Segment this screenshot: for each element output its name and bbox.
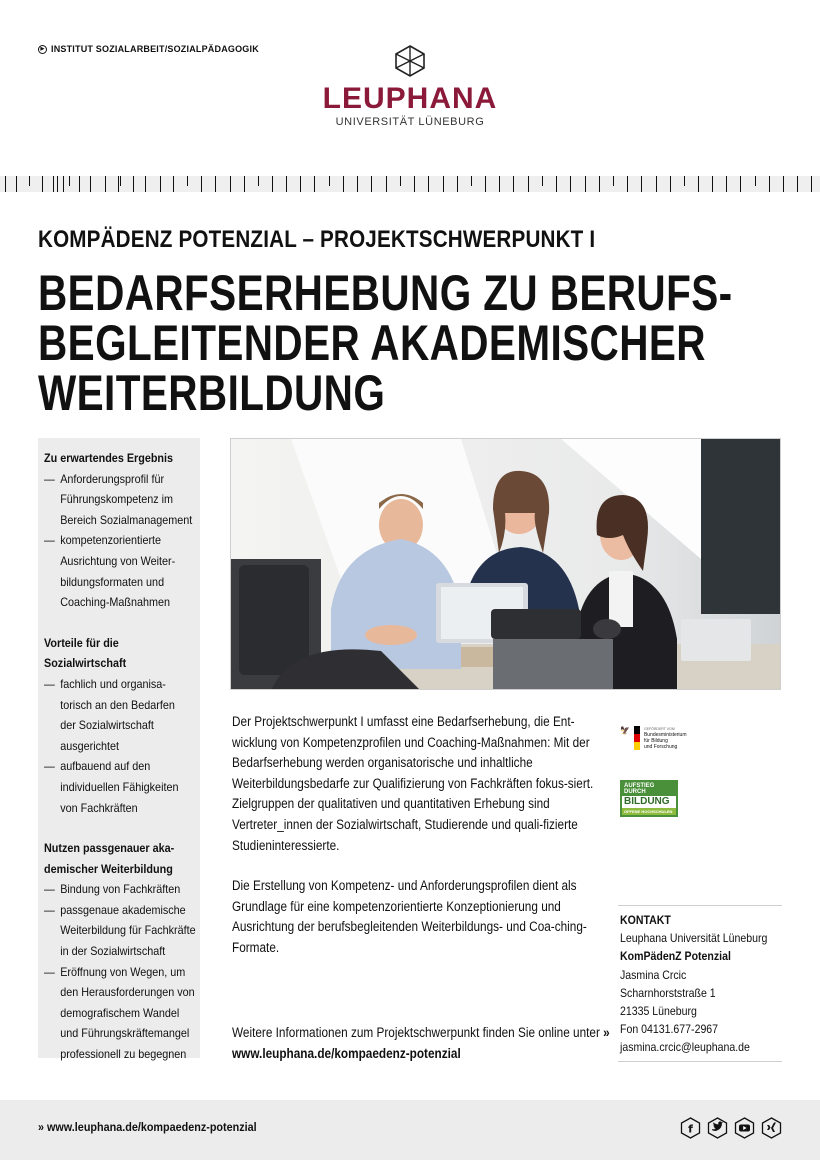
footer-bar — [0, 1100, 820, 1160]
sidebar-section-title: Zu erwartendes Ergebnis — [44, 451, 174, 465]
dash-bullet: — — [44, 964, 55, 979]
barcode-line — [400, 176, 401, 186]
sidebar-list-item — [44, 510, 202, 531]
bmbf-line-3: und Forschung — [643, 744, 678, 750]
barcode-line — [556, 176, 557, 192]
sidebar-list-item — [44, 551, 202, 572]
barcode-line — [414, 176, 415, 192]
sidebar-item-text: Anforderungsprofil für — [60, 471, 165, 486]
sidebar-list-item — [44, 756, 202, 777]
sidebar-item-text: Bindung von Fachkräften — [60, 882, 181, 897]
barcode-line — [684, 176, 685, 186]
sidebar-item-text: Eröffnung von Wegen, um — [60, 964, 186, 979]
barcode-line — [740, 176, 741, 192]
sidebar-item-text: individuellen Fähigkeiten — [60, 779, 179, 794]
logo-wordmark: LEUPHANA — [322, 82, 498, 115]
barcode-line — [258, 176, 259, 186]
sidebar-list-item — [44, 879, 202, 900]
dash-bullet — [44, 941, 60, 962]
bmbf-line-2: für Bildung — [643, 738, 668, 744]
dash-bullet — [44, 715, 60, 736]
sidebar-section — [44, 838, 202, 1065]
barcode-line — [769, 176, 770, 192]
german-flag-icon — [634, 726, 640, 750]
dash-bullet: — — [44, 533, 55, 548]
institute-label — [38, 44, 259, 54]
barcode-line — [656, 176, 657, 192]
more-info-link[interactable]: » www.leuphana.de/kompaedenz-potenzial — [232, 1025, 610, 1061]
sidebar-item-text: kompetenzorientierte — [60, 533, 162, 548]
barcode-line — [428, 176, 429, 192]
sidebar-list-item — [44, 572, 202, 593]
dash-bullet — [44, 920, 60, 941]
sidebar-list-item — [44, 469, 202, 490]
sidebar-list-item — [44, 777, 202, 798]
sidebar-list-item — [44, 920, 202, 941]
more-info-text: Weitere Informationen zum Projektschwerpunkt finden Sie online unter — [232, 1025, 600, 1040]
barcode-line — [698, 176, 699, 192]
barcode-line — [187, 176, 188, 186]
barcode-line — [755, 176, 756, 186]
sidebar-section — [44, 633, 202, 818]
page-title — [38, 265, 767, 421]
twitter-icon[interactable] — [707, 1117, 728, 1139]
sidebar-list-item — [44, 674, 202, 695]
contact-org: Leuphana Universität Lüneburg — [620, 931, 768, 946]
arrow-circle-icon: ▶ — [38, 45, 47, 54]
sidebar-section-title: Vorteile für die Sozialwirtschaft — [44, 635, 127, 671]
sidebar-list-item — [44, 715, 202, 736]
dash-bullet: — — [44, 882, 55, 897]
sidebar-list-item — [44, 941, 202, 962]
dash-bullet: — — [44, 759, 55, 774]
barcode-line — [585, 176, 586, 192]
barcode-line — [173, 176, 174, 192]
dash-bullet — [44, 592, 60, 613]
sidebar-item-text: den Herausforderungen von — [60, 985, 195, 1000]
logo-subtitle: UNIVERSITÄT LÜNEBURG — [335, 116, 485, 128]
barcode-line — [57, 176, 58, 192]
leuphana-logo[interactable] — [280, 44, 540, 128]
sidebar-item-text: von Fachkräften — [60, 800, 138, 815]
barcode-line — [314, 176, 315, 192]
sidebar-item-text: der Sozialwirtschaft — [60, 718, 154, 733]
body-paragraph-2: Die Erstellung von Kompetenz- und Anforderungsprofilen dient als Grundlage für eine kompetenzorientierte Konzeptionierung und Ausrichtung der berufsbegleitenden Weiterbildungs- und Coa-ching-Formate. — [232, 878, 587, 955]
sidebar-list-item — [44, 982, 202, 1003]
barcode-line — [16, 176, 17, 192]
barcode-line — [120, 176, 121, 186]
dash-bullet — [44, 736, 60, 757]
sidebar-item-text: Weiterbildung für Fachkräfte — [60, 923, 196, 938]
dash-bullet — [44, 489, 60, 510]
aufstieg-main-text: BILDUNG — [624, 796, 670, 807]
barcode-line — [613, 176, 614, 186]
funder-logos — [620, 716, 780, 817]
footer-link[interactable]: » www.leuphana.de/kompaedenz-potenzial — [38, 1120, 257, 1134]
barcode-line — [272, 176, 273, 192]
barcode-line — [386, 176, 387, 192]
eagle-icon: 🦅 — [620, 726, 630, 735]
barcode-line — [371, 176, 372, 192]
contact-email[interactable]: jasmina.crcic@leuphana.de — [620, 1040, 750, 1055]
barcode-line — [797, 176, 798, 192]
sidebar-item-text: in der Sozialwirtschaft — [60, 944, 166, 959]
body-text — [232, 712, 612, 979]
dash-bullet — [44, 982, 60, 1003]
sidebar-list-item — [44, 1003, 202, 1024]
sidebar-item-text: fachlich und organisa- — [60, 676, 166, 691]
barcode-line — [627, 176, 628, 192]
barcode-line — [485, 176, 486, 192]
barcode-line — [783, 176, 784, 192]
barcode-divider — [0, 176, 820, 192]
barcode-line — [443, 176, 444, 192]
barcode-line — [201, 176, 202, 192]
sidebar-item-text: professionell zu begegnen — [60, 1047, 187, 1062]
barcode-line — [160, 176, 161, 192]
sidebar-list-item — [44, 489, 202, 510]
team-photo — [230, 438, 781, 690]
more-info — [232, 1022, 612, 1064]
sidebar-item-text: Coaching-Maßnahmen — [60, 595, 171, 610]
sidebar-item-text: aufbauend auf den — [60, 759, 151, 774]
barcode-line — [215, 176, 216, 192]
sidebar-list-item — [44, 962, 202, 983]
barcode-line — [811, 176, 812, 192]
barcode-line — [29, 176, 30, 186]
barcode-line — [79, 176, 80, 192]
sidebar-list-item — [44, 1044, 202, 1065]
barcode-line — [343, 176, 344, 192]
barcode-line — [570, 176, 571, 192]
body-paragraph-1: Der Projektschwerpunkt I umfasst eine Bedarfserhebung, die Ent-wicklung von Kompetenzprofilen und Coaching-Maßnahmen: Mit der Bedarfserhebung werden organisatorische und inhaltliche Weiterbildungsbedarfe zur Qualifizierung von Fachkräften fokus-siert. Zielgruppen der qualitativen und quantitativen Erhebung sind Vertreter_innen der Sozialwirtschaft, Studierende und quali-fizierte Studieninteressierte. — [232, 714, 594, 853]
sidebar-item-text: torisch an den Bedarfen — [60, 697, 175, 712]
dash-bullet — [44, 551, 60, 572]
barcode-line — [230, 176, 231, 192]
barcode-line — [670, 176, 671, 192]
barcode-line — [69, 176, 70, 186]
barcode-line — [641, 176, 642, 192]
dash-bullet — [44, 572, 60, 593]
barcode-line — [542, 176, 543, 186]
title-line-3: WEITERBILDUNG — [38, 365, 386, 421]
sidebar-item-text: Ausrichtung von Weiter- — [60, 553, 176, 568]
contact-project: KomPädenZ Potenzial — [620, 949, 731, 964]
barcode-line — [357, 176, 358, 192]
sidebar-item-text: und Führungskräftemangel — [60, 1026, 190, 1041]
barcode-line — [133, 176, 134, 192]
barcode-line — [499, 176, 500, 192]
dash-bullet — [44, 1003, 60, 1024]
barcode-line — [105, 176, 106, 192]
sidebar-item-text: Bereich Sozialmanagement — [60, 512, 193, 527]
title-line-2: BEGLEITENDER AKADEMISCHER — [38, 315, 706, 371]
barcode-line — [42, 176, 43, 192]
contact-phone[interactable]: Fon 04131.677-2967 — [620, 1022, 719, 1037]
bmbf-logo — [620, 726, 780, 750]
barcode-line — [513, 176, 514, 192]
dash-bullet — [44, 1023, 60, 1044]
youtube-icon[interactable] — [734, 1117, 755, 1139]
barcode-line — [471, 176, 472, 186]
sidebar-item-text: ausgerichtet — [60, 738, 120, 753]
barcode-line — [53, 176, 54, 192]
contact-box — [618, 905, 782, 1062]
hexagon-cube-icon — [393, 44, 427, 78]
sidebar-section — [44, 448, 202, 613]
sidebar-list-item — [44, 798, 202, 819]
aufstieg-top-text: AUFSTIEG DURCH — [622, 782, 676, 796]
barcode-line — [286, 176, 287, 192]
aufstieg-bottom-text: OFFENE HOCHSCHULEN — [622, 808, 676, 815]
facebook-icon[interactable] — [680, 1117, 701, 1139]
barcode-line — [5, 176, 6, 192]
sidebar-list-item — [44, 1023, 202, 1044]
xing-icon[interactable] — [761, 1117, 782, 1139]
institute-text: INSTITUT SOZIALARBEIT/SOZIALPÄDAGOGIK — [51, 44, 259, 54]
dash-bullet — [44, 1044, 60, 1065]
barcode-line — [90, 176, 91, 192]
barcode-line — [457, 176, 458, 192]
bmbf-line-1: Bundesministerium — [643, 732, 687, 738]
sidebar-list-item — [44, 736, 202, 757]
svg-text:f: f — [688, 1122, 693, 1136]
social-icons — [680, 1117, 782, 1139]
contact-name: Jasmina Crcic — [620, 967, 687, 982]
sidebar-item-text: Führungskompetenz im — [60, 492, 174, 507]
barcode-line — [599, 176, 600, 192]
sidebar-list-item — [44, 695, 202, 716]
sidebar-list-item — [44, 900, 202, 921]
contact-heading: KONTAKT — [620, 913, 671, 927]
sidebar-list-item — [44, 530, 202, 551]
contact-city: 21335 Lüneburg — [620, 1004, 697, 1019]
barcode-line — [726, 176, 727, 192]
title-line-1: BEDARFSERHEBUNG ZU BERUFS- — [38, 265, 733, 321]
barcode-line — [528, 176, 529, 192]
sidebar-item-text: bildungsformaten und — [60, 574, 165, 589]
dash-bullet — [44, 777, 60, 798]
dash-bullet: — — [44, 471, 55, 486]
contact-street: Scharnhorststraße 1 — [620, 985, 716, 1000]
dash-bullet — [44, 510, 60, 531]
sidebar-section-title: Nutzen passgenauer aka- demischer Weiterbildung — [44, 841, 175, 876]
barcode-line — [63, 176, 64, 192]
barcode-line — [145, 176, 146, 192]
barcode-line — [329, 176, 330, 186]
dash-bullet — [44, 695, 60, 716]
sidebar-item-text: demografischem Wandel — [60, 1005, 180, 1020]
aufstieg-durch-bildung-logo — [620, 780, 678, 817]
dash-bullet: — — [44, 676, 55, 691]
barcode-line — [244, 176, 245, 192]
barcode-line — [300, 176, 301, 192]
sidebar-benefits — [38, 438, 200, 1062]
sidebar-list-item — [44, 592, 202, 613]
dash-bullet: — — [44, 902, 55, 917]
sidebar-item-text: passgenaue akademische — [60, 902, 186, 917]
dash-bullet — [44, 798, 60, 819]
kicker-title: KOMPÄDENZ POTENZIAL – PROJEKTSCHWERPUNKT I — [38, 226, 596, 253]
barcode-line — [118, 176, 119, 192]
barcode-line — [712, 176, 713, 192]
funded-by-label: GEFÖRDERT VOM — [643, 727, 675, 731]
